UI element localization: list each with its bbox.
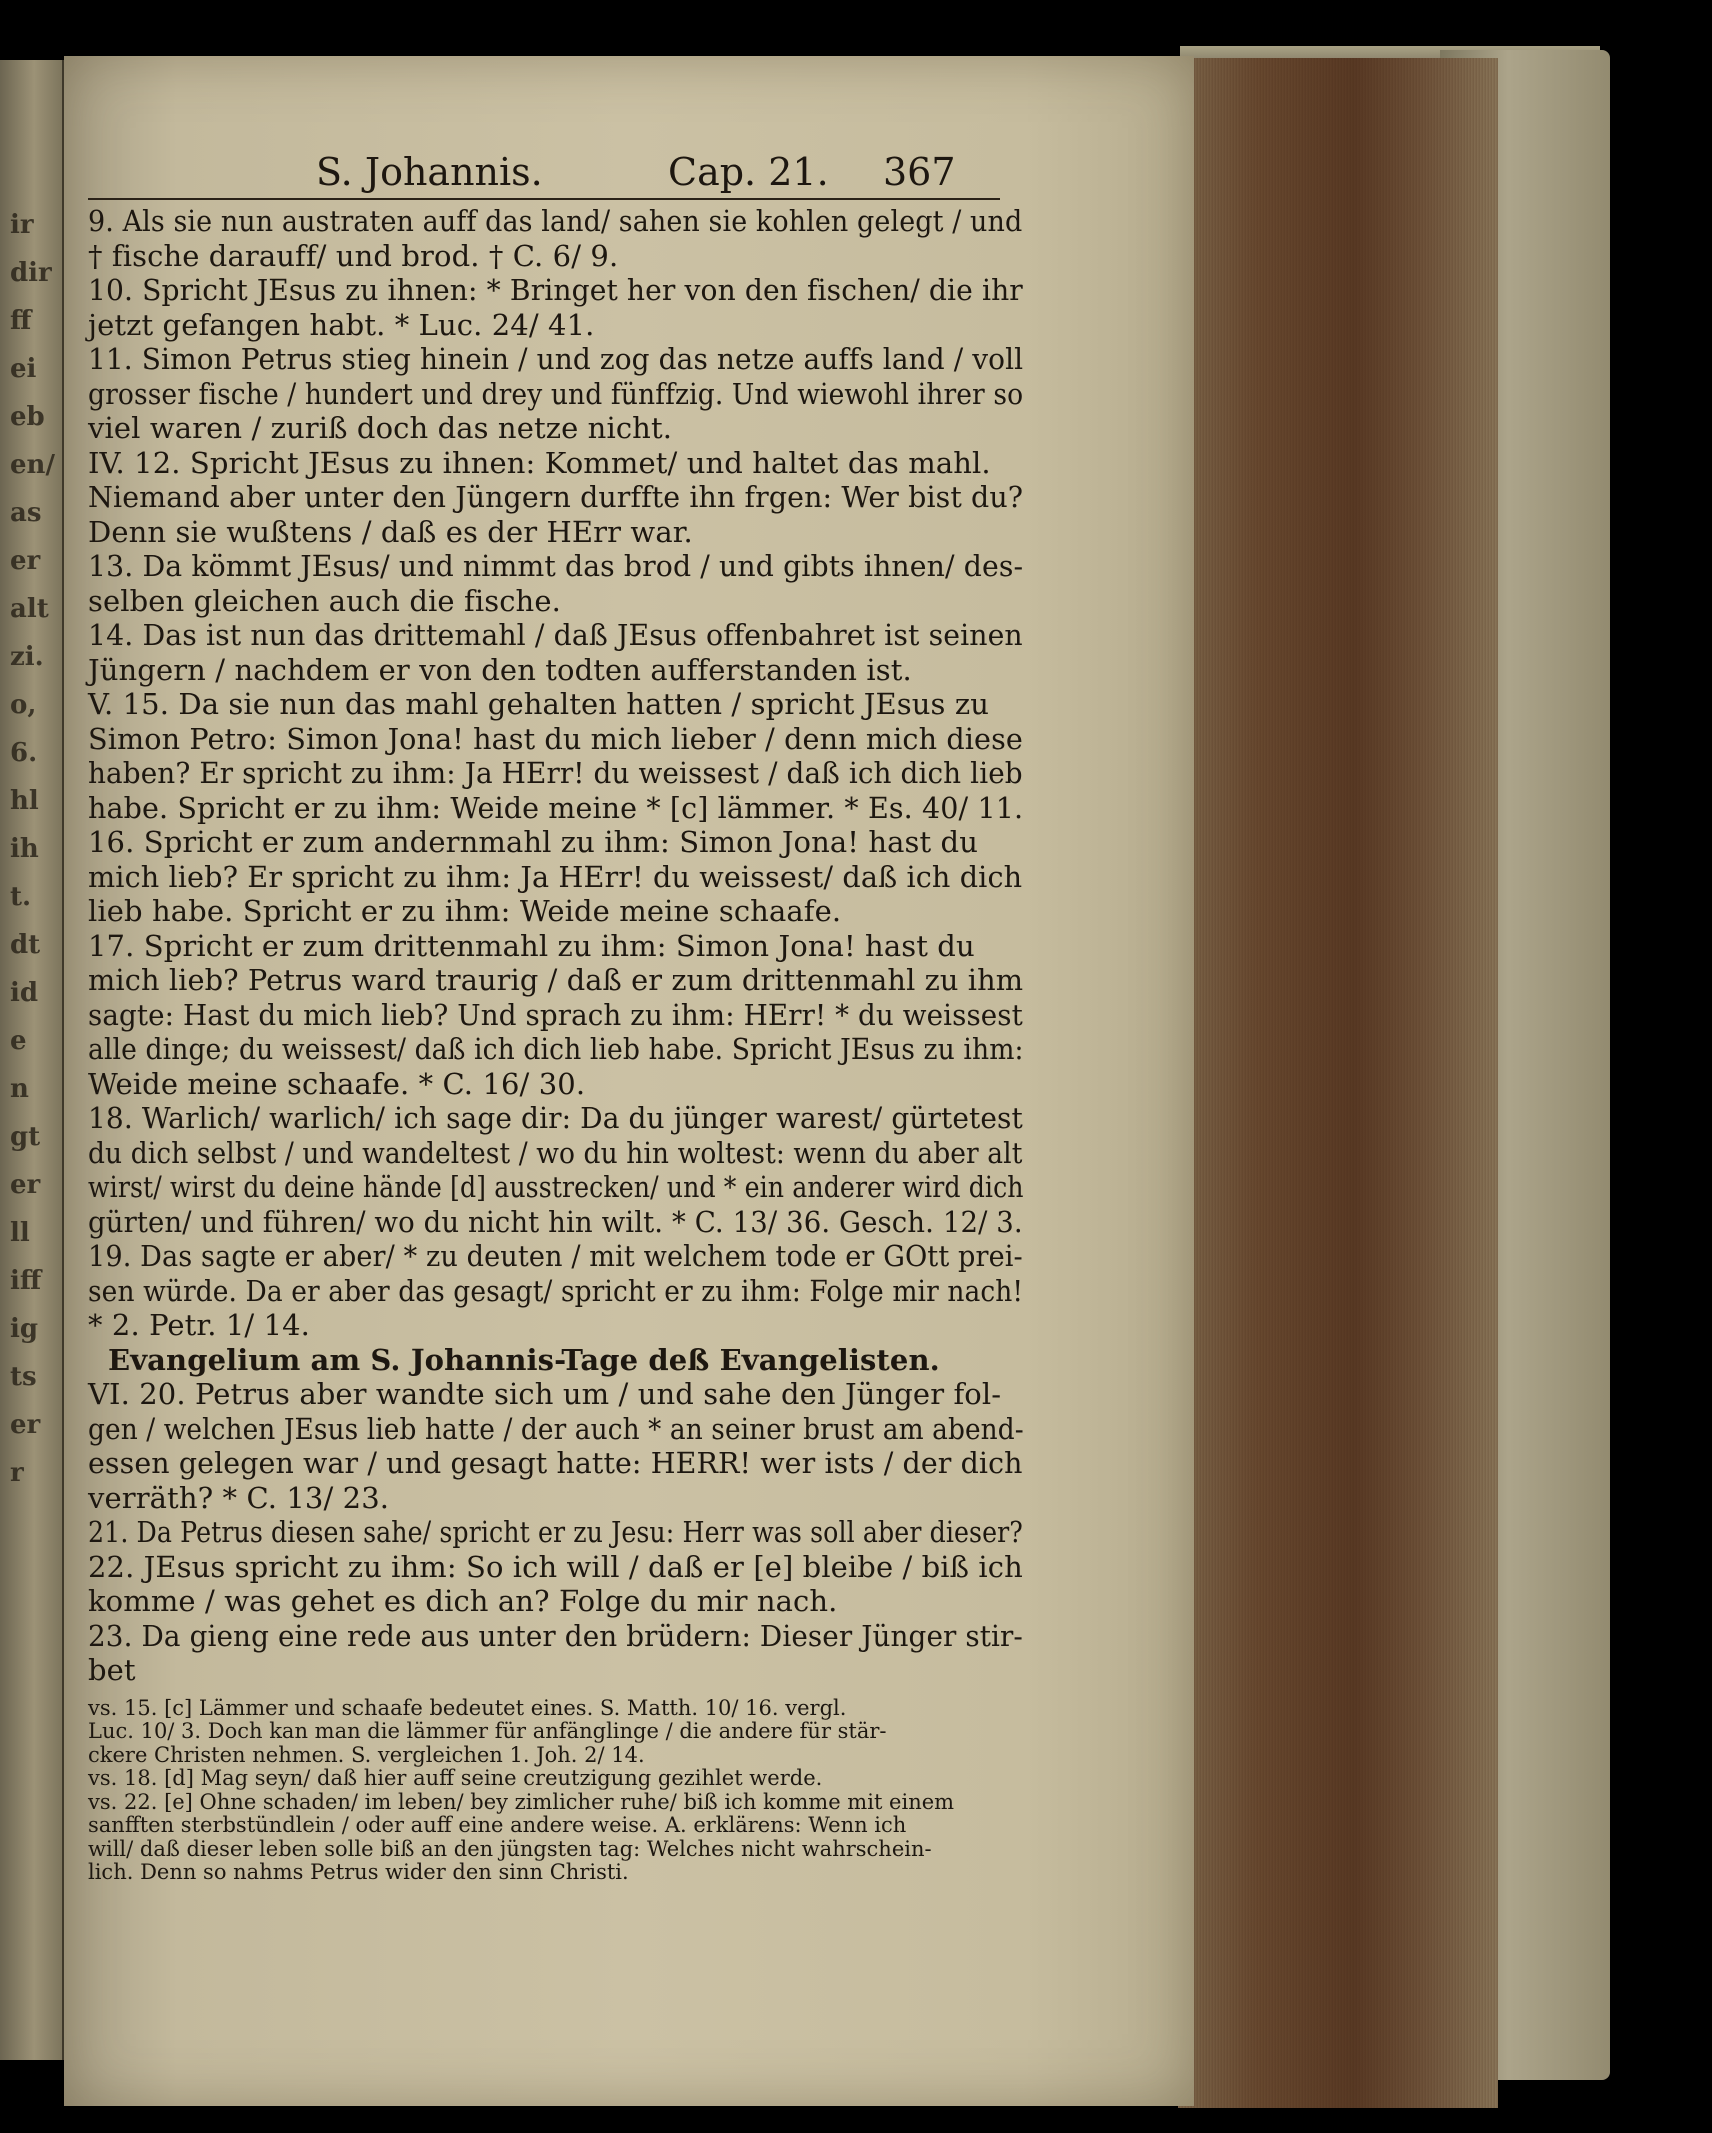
- verse-line: viel waren / zuriß doch das netze nicht.: [88, 411, 673, 445]
- footnote-line: vs. 18. [d] Mag seyn/ daß hier auff seine creutzigung gezihlet werde.: [88, 1766, 823, 1790]
- verse-line: IV. 12. Spricht JEsus zu ihnen: Kommet/ und haltet das mahl.: [88, 445, 991, 480]
- verse-line: Simon Petro: Simon Jona! hast du mich lieber / denn mich diese: [88, 721, 1023, 756]
- previous-page-fragment: hl: [10, 786, 39, 816]
- previous-page-fragment: e: [10, 1026, 27, 1056]
- verse-line: gürten/ und führen/ wo du nicht hin wilt. * C. 13/ 36. Gesch. 12/ 3.: [88, 1204, 1023, 1239]
- footnote-line: vs. 22. [e] Ohne schaden/ im leben/ bey zimlicher ruhe/ biß ich komme mit einem: [88, 1789, 955, 1814]
- verse-line: † fische darauff/ und brod. † C. 6/ 9.: [88, 238, 619, 273]
- verse-line: haben? Er spricht zu ihm: Ja HErr! du weissest / daß ich dich lieb: [88, 756, 1023, 790]
- footnote-line: sanfften sterbstündlein / oder auff eine andere weise. A. erklärens: Wenn ich: [88, 1813, 907, 1837]
- header-chapter: Cap. 21.: [668, 150, 829, 194]
- verse-line: sen würde. Da er aber das gesagt/ spricht er zu ihm: Folge mir nach!: [88, 1273, 1024, 1308]
- page-number: 367: [883, 150, 956, 194]
- footnote-line: Luc. 10/ 3. Doch kan man die lämmer für anfänglinge / die andere für stär-: [88, 1719, 887, 1743]
- verse-line: 21. Da Petrus diesen sahe/ spricht er zu Jesu: Herr was soll aber dieser?: [88, 1515, 1023, 1549]
- previous-page-fragment: er: [10, 546, 41, 576]
- previous-page-fragment: alt: [10, 594, 49, 624]
- previous-page-fragment: ih: [10, 834, 39, 864]
- previous-page-fragment: iff: [10, 1266, 42, 1296]
- verse-line: Denn sie wußtens / daß es der HErr war.: [88, 514, 693, 549]
- footnote-line: vs. 15. [c] Lämmer und schaafe bedeutet eines. S. Matth. 10/ 16. vergl.: [88, 1695, 847, 1720]
- verse-line: lieb habe. Spricht er zu ihm: Weide meine schaafe.: [88, 894, 842, 928]
- previous-page-fragment: as: [10, 498, 42, 528]
- running-header: [88, 148, 1000, 200]
- previous-page-fragment: 6.: [10, 738, 38, 768]
- verse-line: 9. Als sie nun austraten auff das land/ sahen sie kohlen gelegt / und: [88, 204, 1023, 238]
- previous-page-fragment: dt: [10, 930, 41, 960]
- verse-line: bet: [88, 1653, 136, 1687]
- previous-page-edge: [0, 60, 65, 2060]
- verse-line: habe. Spricht er zu ihm: Weide meine * [c] lämmer. * Es. 40/ 11.: [88, 790, 1024, 825]
- verse-line: 17. Spricht er zum drittenmahl zu ihm: Simon Jona! hast du: [88, 928, 975, 963]
- previous-page-fragment: t.: [10, 882, 32, 912]
- previous-page-fragment: zi.: [10, 642, 44, 672]
- verse-line: mich lieb? Er spricht zu ihm: Ja HErr! du weissest/ daß ich dich: [88, 859, 1023, 894]
- verse-line: jetzt gefangen habt. * Luc. 24/ 41.: [88, 307, 595, 342]
- verse-line: 11. Simon Petrus stieg hinein / und zog das netze auffs land / voll: [88, 342, 1024, 376]
- previous-page-fragment: ir: [10, 210, 34, 240]
- footnote-line: lich. Denn so nahms Petrus wider den sinn Christi.: [88, 1860, 629, 1884]
- verse-line: du dich selbst / und wandeltest / wo du hin woltest: wenn du aber alt: [88, 1135, 1023, 1170]
- previous-page-fragment: en/: [10, 450, 55, 480]
- header-book-title: S. Johannis.: [316, 150, 543, 194]
- verse-line: 22. JEsus spricht zu ihm: So ich will / daß er [e] bleibe / biß ich: [88, 1549, 1023, 1584]
- previous-page-fragment: n: [10, 1074, 29, 1104]
- verse-line: 18. Warlich/ warlich/ ich sage dir: Da du jünger warest/ gürtetest: [88, 1101, 1023, 1135]
- page-block-fore-edge: [1178, 58, 1498, 2108]
- previous-page-fragment: gt: [10, 1122, 41, 1152]
- verse-line: V. 15. Da sie nun das mahl gehalten hatten / spricht JEsus zu: [88, 687, 989, 721]
- previous-page-fragment: eb: [10, 402, 45, 432]
- verse-line: alle dinge; du weissest/ daß ich dich lieb habe. Spricht JEsus zu ihm:: [88, 1032, 1024, 1066]
- footnote-line: will/ daß dieser leben solle biß an den jüngsten tag: Welches nicht wahrschein-: [88, 1836, 932, 1861]
- previous-page-fragment: id: [10, 978, 39, 1008]
- verse-line: 19. Das sagte er aber/ * zu deuten / mit welchem tode er GOtt prei-: [88, 1239, 1023, 1273]
- footnote-line: ckere Christen nehmen. S. vergleichen 1. Joh. 2/ 14.: [88, 1742, 645, 1767]
- verse-line: Evangelium am S. Johannis-Tage deß Evangelisten.: [108, 1342, 940, 1377]
- verse-line: * 2. Petr. 1/ 14.: [88, 1308, 311, 1342]
- verse-line: Jüngern / nachdem er von den todten aufferstanden ist.: [88, 652, 912, 687]
- previous-page-fragment: ts: [10, 1362, 37, 1392]
- previous-page-fragment: ll: [10, 1218, 30, 1248]
- previous-page-fragment: er: [10, 1410, 41, 1440]
- verse-line: 23. Da gieng eine rede aus unter den brüdern: Dieser Jünger stir-: [88, 1618, 1023, 1653]
- previous-page-fragment: r: [10, 1458, 24, 1488]
- previous-page-fragment: o,: [10, 690, 37, 720]
- verse-line: mich lieb? Petrus ward traurig / daß er zum drittenmahl zu ihm: [88, 963, 1024, 997]
- previous-page-fragment: ig: [10, 1314, 39, 1344]
- verse-line: verräth? * C. 13/ 23.: [88, 1480, 390, 1515]
- previous-page-fragment: ff: [10, 306, 32, 336]
- verse-line: komme / was gehet es dich an? Folge du mir nach.: [88, 1584, 838, 1618]
- verse-line: selben gleichen auch die fische.: [88, 583, 561, 618]
- verse-line: Weide meine schaafe. * C. 16/ 30.: [88, 1066, 586, 1101]
- verse-line: wirst/ wirst du deine hände [d] ausstrecken/ und * ein anderer wird dich: [88, 1170, 1024, 1204]
- previous-page-fragment: dir: [10, 258, 52, 288]
- previous-page-fragment: er: [10, 1170, 41, 1200]
- previous-page-fragment: ei: [10, 354, 37, 384]
- verse-line: sagte: Hast du mich lieb? Und sprach zu ihm: HErr! * du weissest: [88, 997, 1023, 1032]
- verse-line: grosser fische / hundert und drey und fünffzig. Und wiewohl ihrer so: [88, 376, 1024, 411]
- verse-line: gen / welchen JEsus lieb hatte / der auch * an seiner brust am abend-: [88, 1411, 1024, 1446]
- verse-line: 16. Spricht er zum andernmahl zu ihm: Simon Jona! hast du: [88, 825, 979, 859]
- verse-line: 14. Das ist nun das drittemahl / daß JEsus offenbahret ist seinen: [88, 618, 1023, 652]
- verse-line: 10. Spricht JEsus zu ihnen: * Bringet her von den fischen/ die ihr: [88, 273, 1023, 307]
- verse-line: VI. 20. Petrus aber wandte sich um / und sahe den Jünger fol-: [88, 1377, 1002, 1411]
- verse-line: Niemand aber unter den Jüngern durffte ihn frgen: Wer bist du?: [88, 480, 1024, 514]
- verse-line: 13. Da kömmt JEsus/ und nimmt das brod / und gibts ihnen/ des-: [88, 549, 1024, 583]
- verse-line: essen gelegen war / und gesagt hatte: HERR! wer ists / der dich: [88, 1446, 1023, 1480]
